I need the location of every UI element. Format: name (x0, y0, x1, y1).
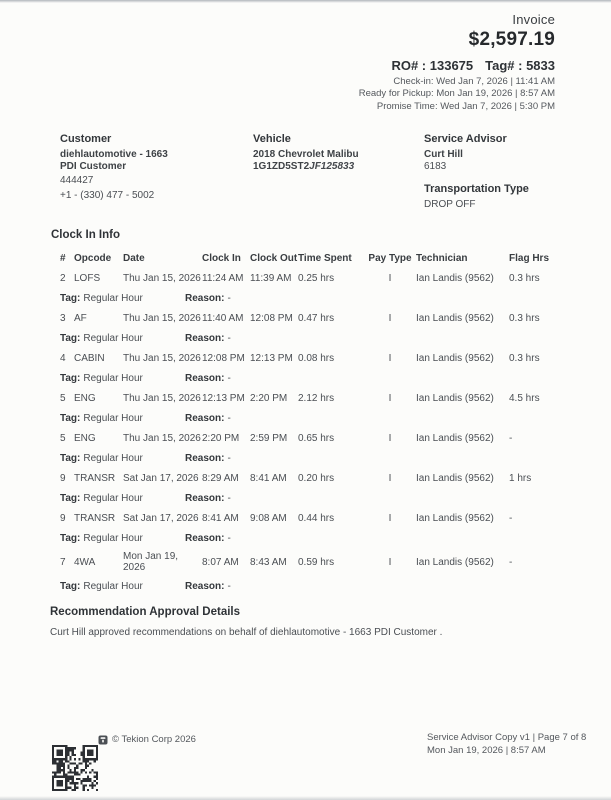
tekion-logo-icon (98, 735, 108, 745)
ro-tag-line (359, 59, 555, 72)
tag-label: Tag: (60, 292, 81, 304)
col-header-time-spent: Time Spent (298, 252, 352, 264)
table-header-row (60, 248, 550, 268)
row-flag-hrs: 0.3 hrs (509, 272, 540, 284)
row-clock-out: 8:43 AM (250, 556, 287, 568)
invoice-title: Invoice (512, 12, 555, 27)
reason-label: Reason: (185, 372, 225, 384)
clock-in-section (50, 229, 555, 596)
advisor-id: 6183 (424, 160, 447, 172)
clock-in-table (60, 248, 550, 596)
checkin-time: Check-in: Wed Jan 7, 2026 | 11:41 AM (393, 76, 555, 87)
tag-value: Regular Hour (83, 532, 143, 544)
recommendation-title: Recommendation Approval Details (50, 606, 241, 618)
row-time-spent: 0.25 hrs (298, 272, 335, 284)
customer-label: Customer (60, 133, 112, 145)
row-flag-hrs: - (509, 432, 513, 444)
scan-edge-bottom (0, 796, 611, 800)
col-header-clock-out: Clock Out (250, 252, 298, 264)
col-header-pay-type: Pay Type (368, 252, 412, 264)
row-technician: Ian Landis (9562) (416, 472, 494, 484)
row-num: 5 (60, 432, 66, 444)
footer-page-info (427, 731, 586, 757)
vehicle-label: Vehicle (253, 133, 291, 145)
row-date: Sat Jan 17, 2026 (123, 472, 199, 484)
row-opcode: TRANSR (74, 472, 116, 484)
vehicle-model: 2018 Chevrolet Malibu (253, 149, 359, 160)
row-technician: Ian Landis (9562) (416, 512, 494, 524)
table-row (60, 428, 545, 448)
tag-reason-row (60, 368, 545, 388)
tag-reason-row (60, 488, 545, 508)
table-row (60, 308, 545, 328)
row-clock-in: 8:07 AM (202, 556, 239, 568)
row-clock-in: 11:24 AM (202, 272, 244, 284)
tag-reason-row (60, 576, 545, 596)
row-clock-out: 2:20 PM (250, 392, 288, 404)
row-date: Thu Jan 15, 2026 (123, 352, 201, 364)
reason-value: - (227, 452, 231, 464)
tag-label: Tag: (60, 492, 81, 504)
tag-reason-row (60, 408, 545, 428)
table-row (60, 348, 545, 368)
reason-value: - (227, 532, 231, 544)
tag-value: Regular Hour (83, 372, 143, 384)
tag-reason-row (60, 328, 545, 348)
row-clock-out: 12:08 PM (250, 312, 293, 324)
ro-number: RO# : 133675 (391, 58, 474, 73)
vehicle-vin (253, 161, 421, 173)
row-opcode: CABIN (74, 352, 105, 364)
tag-label: Tag: (60, 452, 81, 464)
row-num: 9 (60, 472, 66, 484)
row-pay-type: I (388, 432, 392, 444)
row-opcode: AF (74, 312, 87, 324)
row-flag-hrs: - (509, 512, 513, 524)
row-opcode: TRANSR (74, 512, 116, 524)
row-time-spent: 0.20 hrs (298, 472, 335, 484)
row-technician: Ian Landis (9562) (416, 312, 494, 324)
row-pay-type: I (388, 556, 392, 568)
table-row (60, 268, 545, 288)
row-flag-hrs: 0.3 hrs (509, 352, 540, 364)
promise-time: Promise Time: Wed Jan 7, 2026 | 5:30 PM (376, 100, 555, 112)
print-timestamp: Mon Jan 19, 2026 | 8:57 AM (427, 745, 546, 756)
row-time-spent: 0.47 hrs (298, 312, 335, 324)
advisor-block (424, 134, 564, 211)
col-header-date: Date (123, 252, 145, 264)
row-date: Thu Jan 15, 2026 (123, 272, 201, 284)
row-date: Thu Jan 15, 2026 (123, 432, 201, 444)
row-technician: Ian Landis (9562) (416, 352, 494, 364)
recommendation-section (50, 606, 540, 639)
reason-label: Reason: (185, 332, 225, 344)
customer-phone: +1 - (330) 477 - 5002 (60, 189, 155, 201)
reason-label: Reason: (185, 532, 225, 544)
vin-suffix: JF125833 (309, 160, 355, 172)
row-clock-in: 2:20 PM (202, 432, 240, 444)
header-meta (359, 76, 555, 113)
copyright-line (98, 734, 196, 745)
reason-value: - (227, 372, 231, 384)
row-clock-in: 11:40 AM (202, 312, 244, 324)
invoice-header (359, 14, 555, 113)
tag-number: Tag# : 5833 (485, 58, 555, 73)
tag-value: Regular Hour (83, 332, 143, 344)
row-flag-hrs: 1 hrs (509, 472, 532, 484)
row-clock-in: 12:08 PM (202, 352, 245, 364)
tag-label: Tag: (60, 412, 81, 424)
row-date: Sat Jan 17, 2026 (123, 512, 199, 524)
row-technician: Ian Landis (9562) (416, 272, 494, 284)
reason-label: Reason: (185, 492, 225, 504)
recommendation-body: Curt Hill approved recommendations on behalf of diehlautomotive - 1663 PDI Customer . (50, 627, 443, 638)
reason-value: - (227, 292, 231, 304)
row-flag-hrs: 4.5 hrs (509, 392, 540, 404)
row-num: 2 (60, 272, 66, 284)
reason-label: Reason: (185, 452, 225, 464)
reason-value: - (227, 492, 231, 504)
row-time-spent: 2.12 hrs (298, 392, 335, 404)
tag-value: Regular Hour (83, 412, 143, 424)
row-clock-out: 2:59 PM (250, 432, 288, 444)
row-pay-type: I (388, 512, 392, 524)
row-clock-out: 11:39 AM (250, 272, 292, 284)
row-clock-in: 8:29 AM (202, 472, 239, 484)
tag-value: Regular Hour (83, 580, 143, 592)
tag-label: Tag: (60, 532, 81, 544)
reason-label: Reason: (185, 580, 225, 592)
row-time-spent: 0.08 hrs (298, 352, 335, 364)
tag-reason-row (60, 528, 545, 548)
row-pay-type: I (388, 352, 392, 364)
ready-for-pickup-time: Ready for Pickup: Mon Jan 19, 2026 | 8:57 AM (358, 88, 555, 100)
row-opcode: LOFS (74, 272, 101, 284)
invoice-amount: $2,597.19 (468, 29, 555, 50)
table-row (60, 508, 545, 528)
row-num: 9 (60, 512, 66, 524)
transportation-label: Transportation Type (424, 183, 529, 195)
tag-label: Tag: (60, 580, 81, 592)
col-header-num: # (60, 252, 66, 264)
tag-label: Tag: (60, 332, 81, 344)
table-row (60, 548, 545, 576)
row-date: Mon Jan 19, 2026 (123, 550, 179, 573)
row-num: 4 (60, 352, 66, 364)
clock-in-title: Clock In Info (51, 229, 120, 241)
customer-block (60, 134, 245, 201)
row-opcode: ENG (74, 392, 96, 404)
row-time-spent: 0.59 hrs (298, 556, 335, 568)
row-clock-out: 9:08 AM (250, 512, 287, 524)
col-header-flag-hrs: Flag Hrs (509, 252, 550, 264)
vin-prefix: 1G1ZD5ST2 (253, 160, 310, 172)
reason-value: - (227, 332, 231, 344)
row-num: 3 (60, 312, 66, 324)
reason-value: - (227, 412, 231, 424)
row-pay-type: I (388, 392, 392, 404)
tag-value: Regular Hour (83, 292, 143, 304)
row-flag-hrs: - (509, 556, 513, 568)
row-pay-type: I (388, 472, 392, 484)
row-clock-in: 12:13 PM (202, 392, 245, 404)
tag-label: Tag: (60, 372, 81, 384)
customer-type: PDI Customer (60, 160, 127, 172)
qr-code (52, 745, 98, 791)
reason-label: Reason: (185, 292, 225, 304)
reason-value: - (227, 580, 231, 592)
col-header-clock-in: Clock In (202, 252, 241, 264)
advisor-label: Service Advisor (424, 133, 507, 145)
advisor-name: Curt Hill (424, 149, 463, 160)
customer-name: diehlautomotive - 1663 (60, 149, 168, 160)
row-clock-out: 12:13 PM (250, 352, 293, 364)
row-num: 5 (60, 392, 66, 404)
scan-edge-top (0, 0, 611, 3)
col-header-technician: Technician (416, 252, 468, 264)
row-opcode: 4WA (74, 556, 96, 568)
tag-value: Regular Hour (83, 492, 143, 504)
row-pay-type: I (388, 272, 392, 284)
table-row (60, 388, 545, 408)
row-date: Thu Jan 15, 2026 (123, 392, 201, 404)
row-num: 7 (60, 556, 66, 568)
customer-id: 444427 (60, 175, 94, 186)
row-time-spent: 0.65 hrs (298, 432, 335, 444)
row-technician: Ian Landis (9562) (416, 556, 494, 568)
row-clock-in: 8:41 AM (202, 512, 239, 524)
vehicle-block (253, 134, 421, 172)
reason-label: Reason: (185, 412, 225, 424)
transportation-value: DROP OFF (424, 199, 476, 210)
row-date: Thu Jan 15, 2026 (123, 312, 201, 324)
tag-reason-row (60, 448, 545, 468)
copy-version-page: Service Advisor Copy v1 | Page 7 of 8 (427, 732, 587, 743)
tag-reason-row (60, 288, 545, 308)
col-header-opcode: Opcode (74, 252, 112, 264)
table-row (60, 468, 545, 488)
row-flag-hrs: 0.3 hrs (509, 312, 540, 324)
row-clock-out: 8:41 AM (250, 472, 287, 484)
row-time-spent: 0.44 hrs (298, 512, 335, 524)
row-pay-type: I (388, 312, 392, 324)
row-opcode: ENG (74, 432, 96, 444)
row-technician: Ian Landis (9562) (416, 432, 494, 444)
row-technician: Ian Landis (9562) (416, 392, 494, 404)
copyright-text: © Tekion Corp 2026 (112, 734, 196, 745)
tag-value: Regular Hour (83, 452, 143, 464)
